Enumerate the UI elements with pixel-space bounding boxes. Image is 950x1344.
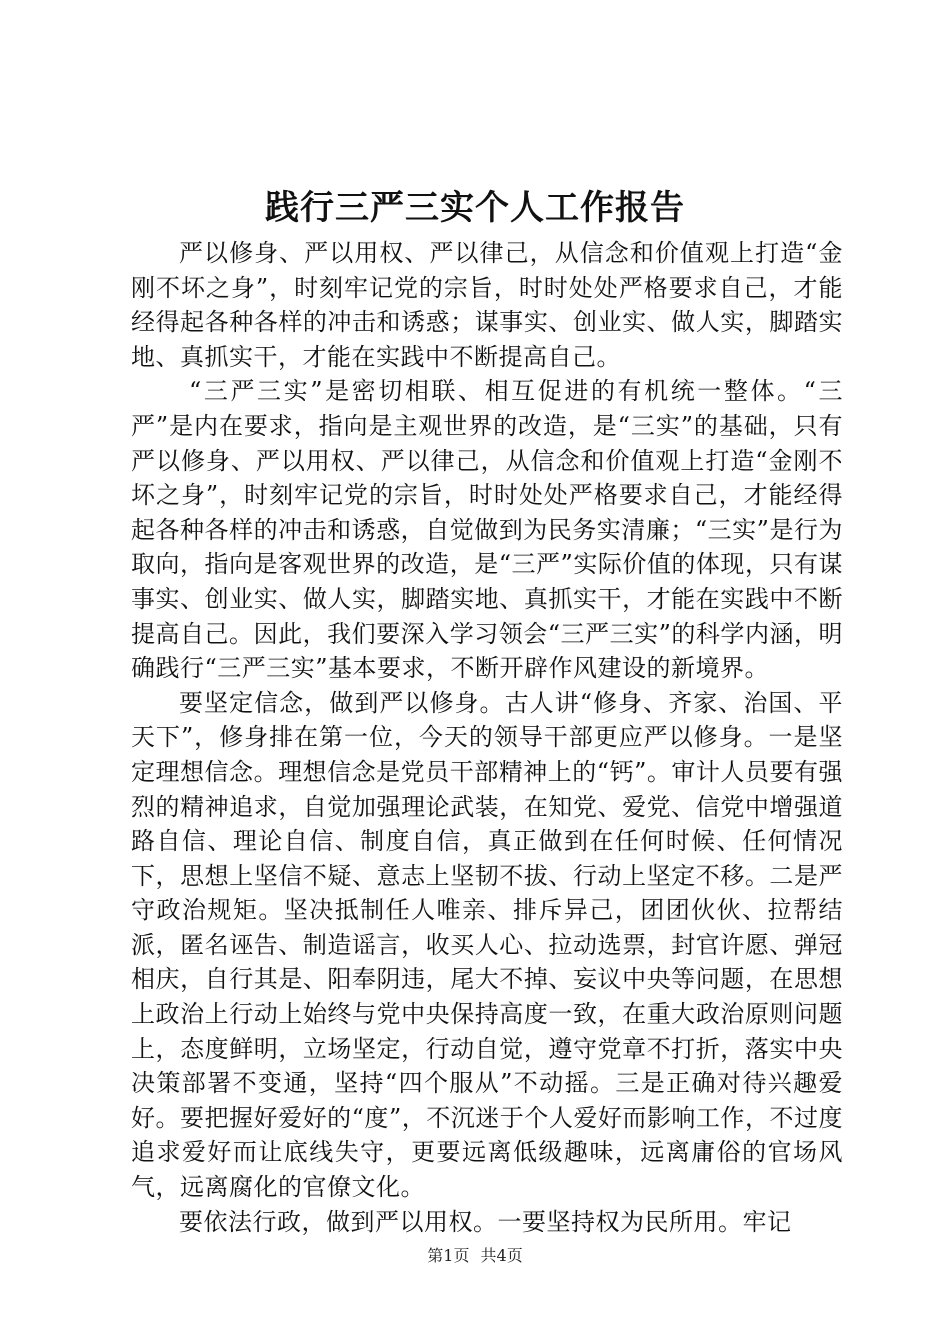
document-title: 践行三严三实个人工作报告 [265,188,685,228]
paragraph-4: 要依法行政，做到严以用权。一要坚持权为民所用。牢记 [179,1207,792,1236]
page-number: 第1页 [427,1246,470,1265]
paragraph-3: 要坚定信念，做到严以修身。古人讲“修身、齐家、治国、平天下”，修身排在第一位，今天的领导干部更应严以修身。一是坚定理想信念。理想信念是党员干部精神上的“钙”。审计人员要有强烈的精神追求，自觉加强理论武装，在知党、爱党、信党中增强道路自信、理论自信、制度自信，真正做到在任何时候、任何情况下，思想上坚信不疑、意志上坚韧不拔、行动上坚定不移。二是严守政治规矩。坚决抵制任人唯亲、排斥异己，团团伙伙、拉帮结派，匿名诬告、制造谣言，收买人心、拉动选票，封官许愿、弹冠相庆，自行其是、阳奉阴违，尾大不掉、妄议中央等问题，在思想上政治上行动上始终与党中央保持高度一致，在重大政治原则问题上，态度鲜明，立场坚定，行动自觉，遵守党章不打折，落实中央决策部署不变通，坚持“四个服从”不动摇。三是正确对待兴趣爱好。要把握好爱好的“度”，不沉迷于个人爱好而影响工作，不过度追求爱好而让底线失守，更要远离低级趣味，远离庸俗的官场风气，远离腐化的官僚文化。 [131,688,843,1202]
page-total: 共4页 [480,1246,523,1265]
document-body [131,236,843,1239]
page-footer [0,1245,950,1267]
paragraph-2: “三严三实”是密切相联、相互促进的有机统一整体。“三严”是内在要求，指向是主观世界的改造，是“三实”的基础，只有严以修身、严以用权、严以律己，从信念和价值观上打造“金刚不坏之身”，时刻牢记党的宗旨，时时处处严格要求自己，才能经得起各种各样的冲击和诱惑，自觉做到为民务实清廉；“三实”是行为取向，指向是客观世界的改造，是“三严”实际价值的体现，只有谋事实、创业实、做人实，脚踏实地、真抓实干，才能在实践中不断提高自己。因此，我们要深入学习领会“三严三实”的科学内涵，明确践行“三严三实”基本要求，不断开辟作风建设的新境界。 [131,377,843,683]
paragraph-1: 严以修身、严以用权、严以律己，从信念和价值观上打造“金刚不坏之身”，时刻牢记党的宗旨，时时处处严格要求自己，才能经得起各种各样的冲击和诱惑；谋事实、创业实、做人实，脚踏实地、真抓实干，才能在实践中不断提高自己。 [131,239,843,371]
